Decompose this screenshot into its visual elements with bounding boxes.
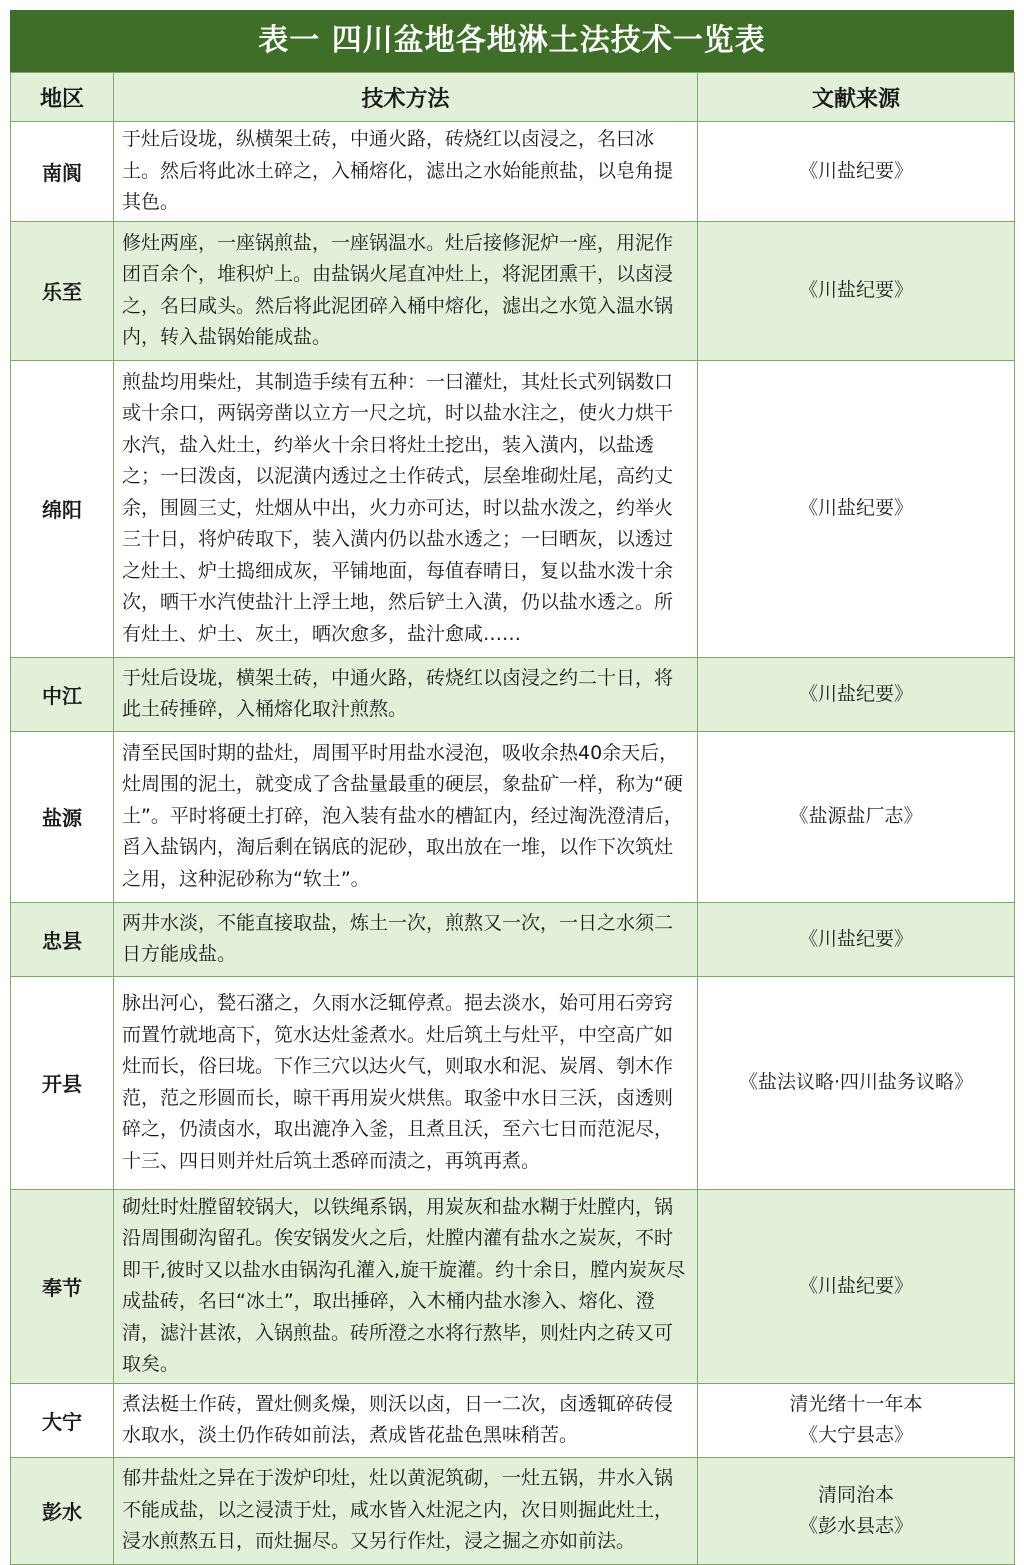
header-method: 技术方法: [114, 73, 698, 122]
source-line: 《川盐纪要》: [798, 1274, 913, 1297]
source-line: 《大宁县志》: [798, 1424, 913, 1446]
source-cell: [698, 657, 1015, 731]
technique-table: [10, 72, 1015, 1565]
region-cell: 中江: [11, 657, 114, 731]
method-cell: 煮法梃土作砖，置灶侧炙燥，则沃以卤，日一二次，卤透辄碎砖侵水取水，淡土仍作砖如前法，煮成皆花盐色黑味稍苦。: [114, 1383, 698, 1457]
region-cell: 奉节: [11, 1189, 114, 1383]
source-line: 清光绪十一年本: [789, 1393, 923, 1415]
table-row: [11, 731, 1015, 902]
region-cell: 大宁: [11, 1383, 114, 1457]
header-source: 文献来源: [698, 73, 1015, 122]
region-cell: 乐至: [11, 221, 114, 360]
method-cell: 修灶两座，一座锅煎盐，一座锅温水。灶后接修泥炉一座，用泥作团百余个，堆积炉上。由盐锅火尾直冲灶上，将泥团熏干，以卤浸之，名曰咸头。然后将此泥团碎入桶中熔化，滤出之水笕入温水锅内，转入盐锅始能成盐。: [114, 221, 698, 360]
table-row: [11, 902, 1015, 976]
region-cell: 开县: [11, 976, 114, 1189]
method-cell: 砌灶时灶膛留较锅大，以铁绳系锅，用炭灰和盐水糊于灶膛内，锅沿周围砌沟留孔。俟安锅发火之后，灶膛内灌有盐水之炭灰，不时即干,彼时又以盐水由锅沟孔灌入,旋干旋灌。约十余日，膛内炭灰尽成盐砖，名曰“冰土”，取出捶碎，入木桶内盐水渗入、熔化、澄清，滤汁甚浓，入锅煎盐。砖所澄之水将行熬毕，则灶内之砖又可取矣。: [114, 1189, 698, 1383]
source-line: 《川盐纪要》: [798, 279, 913, 301]
source-cell: [698, 1383, 1015, 1457]
method-cell: 脉出河心，甃石潴之，久雨水泛辄停煮。挹去淡水，始可用石旁窍而置竹就地高下，笕水达灶釜煮水。灶后筑土与灶平，中空高广如灶而长，俗曰垅。下作三穴以达火气，则取水和泥、炭屑、刳木作范，范之形圆而长，晾干再用炭火烘焦。取釜中水日三沃，卤透则碎之，仍渍卤水，取出漉净入釜，且煮且沃，至六七日而范泥尽，十三、四日则并灶后筑土悉碎而渍之，再筑再煮。: [114, 976, 698, 1189]
source-cell: [698, 902, 1015, 976]
source-line: 《川盐纪要》: [798, 497, 913, 519]
table-row: [11, 221, 1015, 360]
method-cell: 两井水淡，不能直接取盐，炼土一次，煎熬又一次，一日之水须二日方能成盐。: [114, 902, 698, 976]
region-cell: 忠县: [11, 902, 114, 976]
table-row: [11, 1189, 1015, 1383]
table-row: [11, 657, 1015, 731]
source-line: 《盐法议略·四川盐务议略》: [738, 1071, 974, 1093]
region-cell: 绵阳: [11, 360, 114, 657]
method-cell: 煎盐均用柴灶，其制造手续有五种：一曰灌灶，其灶长式列锅数口或十余口，两锅旁凿以立方一尺之坑，时以盐水注之，使火力烘干水汽，盐入灶土，约举火十余日将灶土挖出，装入潢内，以盐透之；一曰泼卤，以泥潢内透过之土作砖式，层垒堆砌灶尾，高约丈余，围圆三丈，灶烟从中出，火力亦可达，时以盐水泼之，约举火三十日，将炉砖取下，装入潢内仍以盐水透之；一曰晒灰，以透过之灶土、炉土捣细成灰，平铺地面，每值春晴日，复以盐水泼十余次，晒干水汽使盐汁上浮土地，然后铲土入潢，仍以盐水透之。所有灶土、炉土、灰土，晒次愈多，盐汁愈咸……: [114, 360, 698, 657]
method-cell: 于灶后设垅，横架土砖，中通火路，砖烧红以卤浸之约二十日，将此土砖捶碎，入桶熔化取汁煎熬。: [114, 657, 698, 731]
source-cell: [698, 1457, 1015, 1564]
source-line: 《川盐纪要》: [798, 159, 913, 182]
source-cell: [698, 731, 1015, 902]
source-cell: [698, 221, 1015, 360]
method-cell: 于灶后设垅，纵横架土砖，中通火路，砖烧红以卤浸之，名曰冰土。然后将此冰土碎之，入桶熔化，滤出之水始能煎盐，以皂角提其色。: [114, 122, 698, 222]
table-row: [11, 122, 1015, 222]
table-body: [11, 122, 1015, 1565]
method-cell: 清至民国时期的盐灶，周围平时用盐水浸泡，吸收余热40余天后，灶周围的泥土，就变成了含盐量最重的硬层，象盐矿一样，称为“硬土”。平时将硬土打碎，泡入装有盐水的槽缸内，经过淘洗澄清后，舀入盐锅内，淘后剩在锅底的泥砂，取出放在一堆，以作下次筑灶之用，这种泥砂称为“软土”。: [114, 731, 698, 902]
table-row: [11, 1383, 1015, 1457]
table-row: [11, 976, 1015, 1189]
source-cell: [698, 122, 1015, 222]
region-cell: 南阆: [11, 122, 114, 222]
region-cell: 盐源: [11, 731, 114, 902]
source-cell: [698, 976, 1015, 1189]
source-line: 《川盐纪要》: [798, 927, 913, 950]
source-line: 清同治本: [817, 1483, 894, 1506]
method-cell: 郁井盐灶之异在于泼炉印灶，灶以黄泥筑砌，一灶五锅，井水入锅不能成盐，以之浸渍于灶，咸水皆入灶泥之内，次日则掘此灶土，浸水煎熬五日，而灶掘尽。又另行作灶，浸之掘之亦如前法。: [114, 1457, 698, 1564]
region-cell: 彭水: [11, 1457, 114, 1564]
source-cell: [698, 1189, 1015, 1383]
table-wrapper: [10, 10, 1014, 1565]
header-row: [11, 73, 1015, 122]
source-line: 《彭水县志》: [798, 1514, 913, 1537]
header-region: 地区: [11, 73, 114, 122]
table-title: 表一 四川盆地各地淋土法技术一览表: [10, 10, 1014, 72]
source-cell: [698, 360, 1015, 657]
table-row: [11, 360, 1015, 657]
source-line: 《川盐纪要》: [798, 682, 913, 705]
source-line: 《盐源盐厂志》: [789, 805, 923, 827]
table-row: [11, 1457, 1015, 1564]
